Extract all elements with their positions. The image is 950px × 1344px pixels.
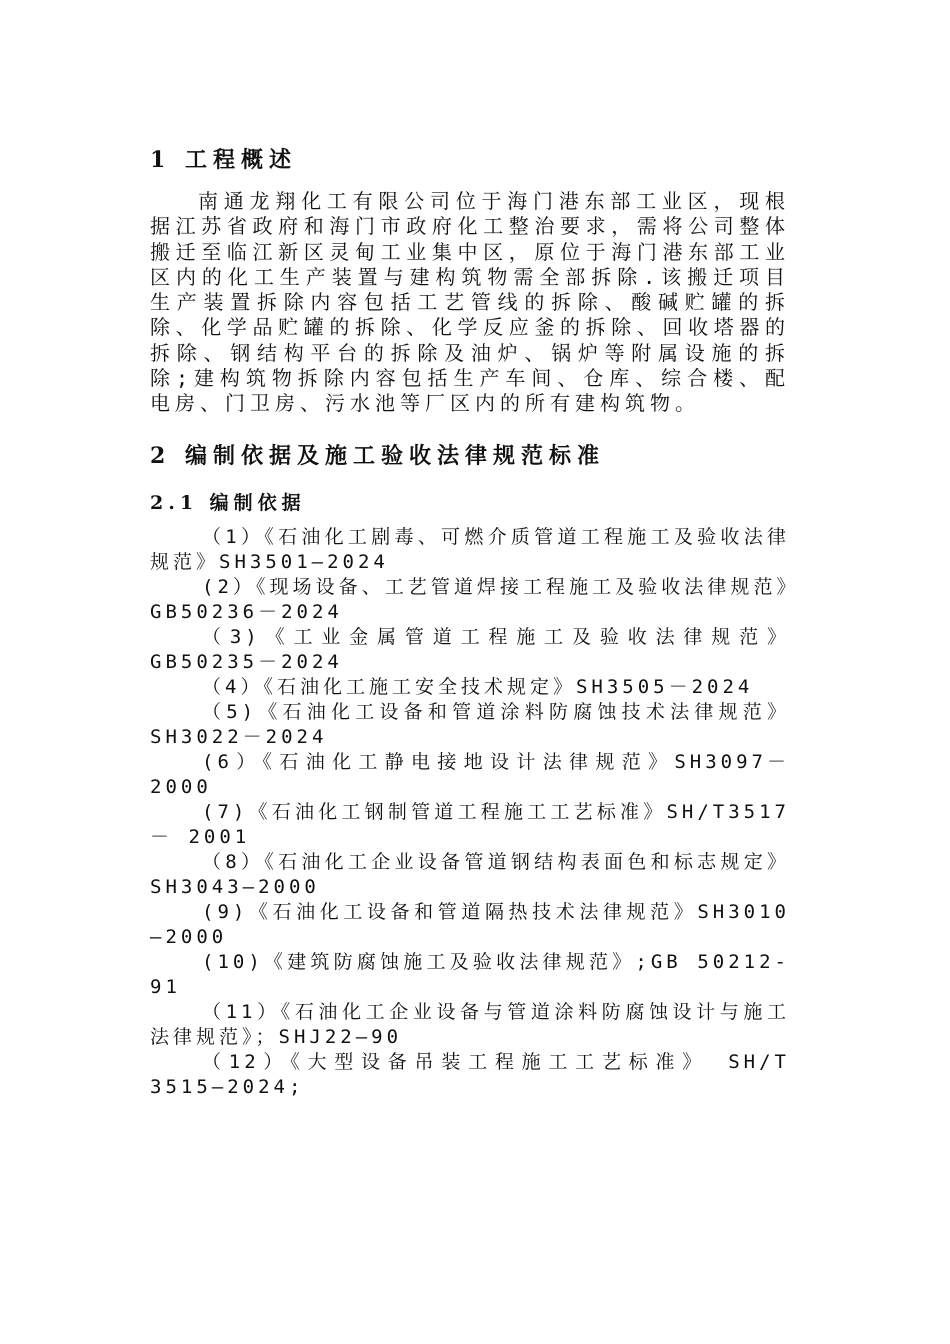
reference-item: （11）《石油化工企业设备与管道涂料防腐蚀设计与施工法律规范》；SHJ22—90	[150, 1000, 790, 1048]
reference-item: (9)《石油化工设备和管道隔热技术法律规范》SH3010—2000	[150, 900, 790, 948]
reference-item: (6）《石油化工静电接地设计法律规范》SH3097－2000	[150, 750, 790, 798]
reference-item: （8）《石油化工企业设备管道钢结构表面色和标志规定》SH3043—2000	[150, 850, 790, 898]
reference-item: （1）《石油化工剧毒、可燃介质管道工程施工及验收法律规范》SH3501—2024	[150, 525, 790, 573]
subsection-2-1-heading: 2.1 编制依据	[150, 491, 306, 514]
section-1-heading: 1 工程概述	[150, 147, 297, 173]
reference-item: (2）《现场设备、工艺管道焊接工程施工及验收法律规范》GB50236－2024	[150, 575, 790, 623]
section-2-heading: 2 编制依据及施工验收法律规范标准	[150, 442, 605, 469]
reference-item: （5)《石油化工设备和管道涂料防腐蚀技术法律规范》SH3022－2024	[150, 700, 790, 748]
reference-item: （4）《石油化工施工安全技术规定》SH3505－2024	[202, 675, 754, 698]
reference-item: (7)《石油化工钢制管道工程施工工艺标准》SH/T3517 － 2001	[150, 800, 790, 848]
reference-item: （3)《工业金属管道工程施工及验收法律规范》GB50235－2024	[150, 625, 790, 673]
document-body	[150, 145, 790, 1100]
section-1-paragraph: 南通龙翔化工有限公司位于海门港东部工业区，现根据江苏省政府和海门市政府化工整治要求，需将公司整体搬迁至临江新区灵甸工业集中区，原位于海门港东部工业区内的化工生产装置与建构筑物需全部拆除.该搬迁项目生产装置拆除内容包括工艺管线的拆除、酸碱贮罐的拆除、化学品贮罐的拆除、化学反应釜的拆除、回收塔器的拆除、钢结构平台的拆除及油炉、锅炉等附属设施的拆除;建构筑物拆除内容包括生产车间、仓库、综合楼、配电房、门卫房、污水池等厂区内的所有建构筑物。	[150, 189, 790, 416]
reference-list	[150, 525, 790, 1100]
reference-item: (10)《建筑防腐蚀施工及验收法律规范》;GB 50212-91	[150, 950, 790, 998]
reference-item: （12）《大型设备吊装工程施工工艺标准》 SH/T 3515—2024;	[150, 1050, 790, 1098]
